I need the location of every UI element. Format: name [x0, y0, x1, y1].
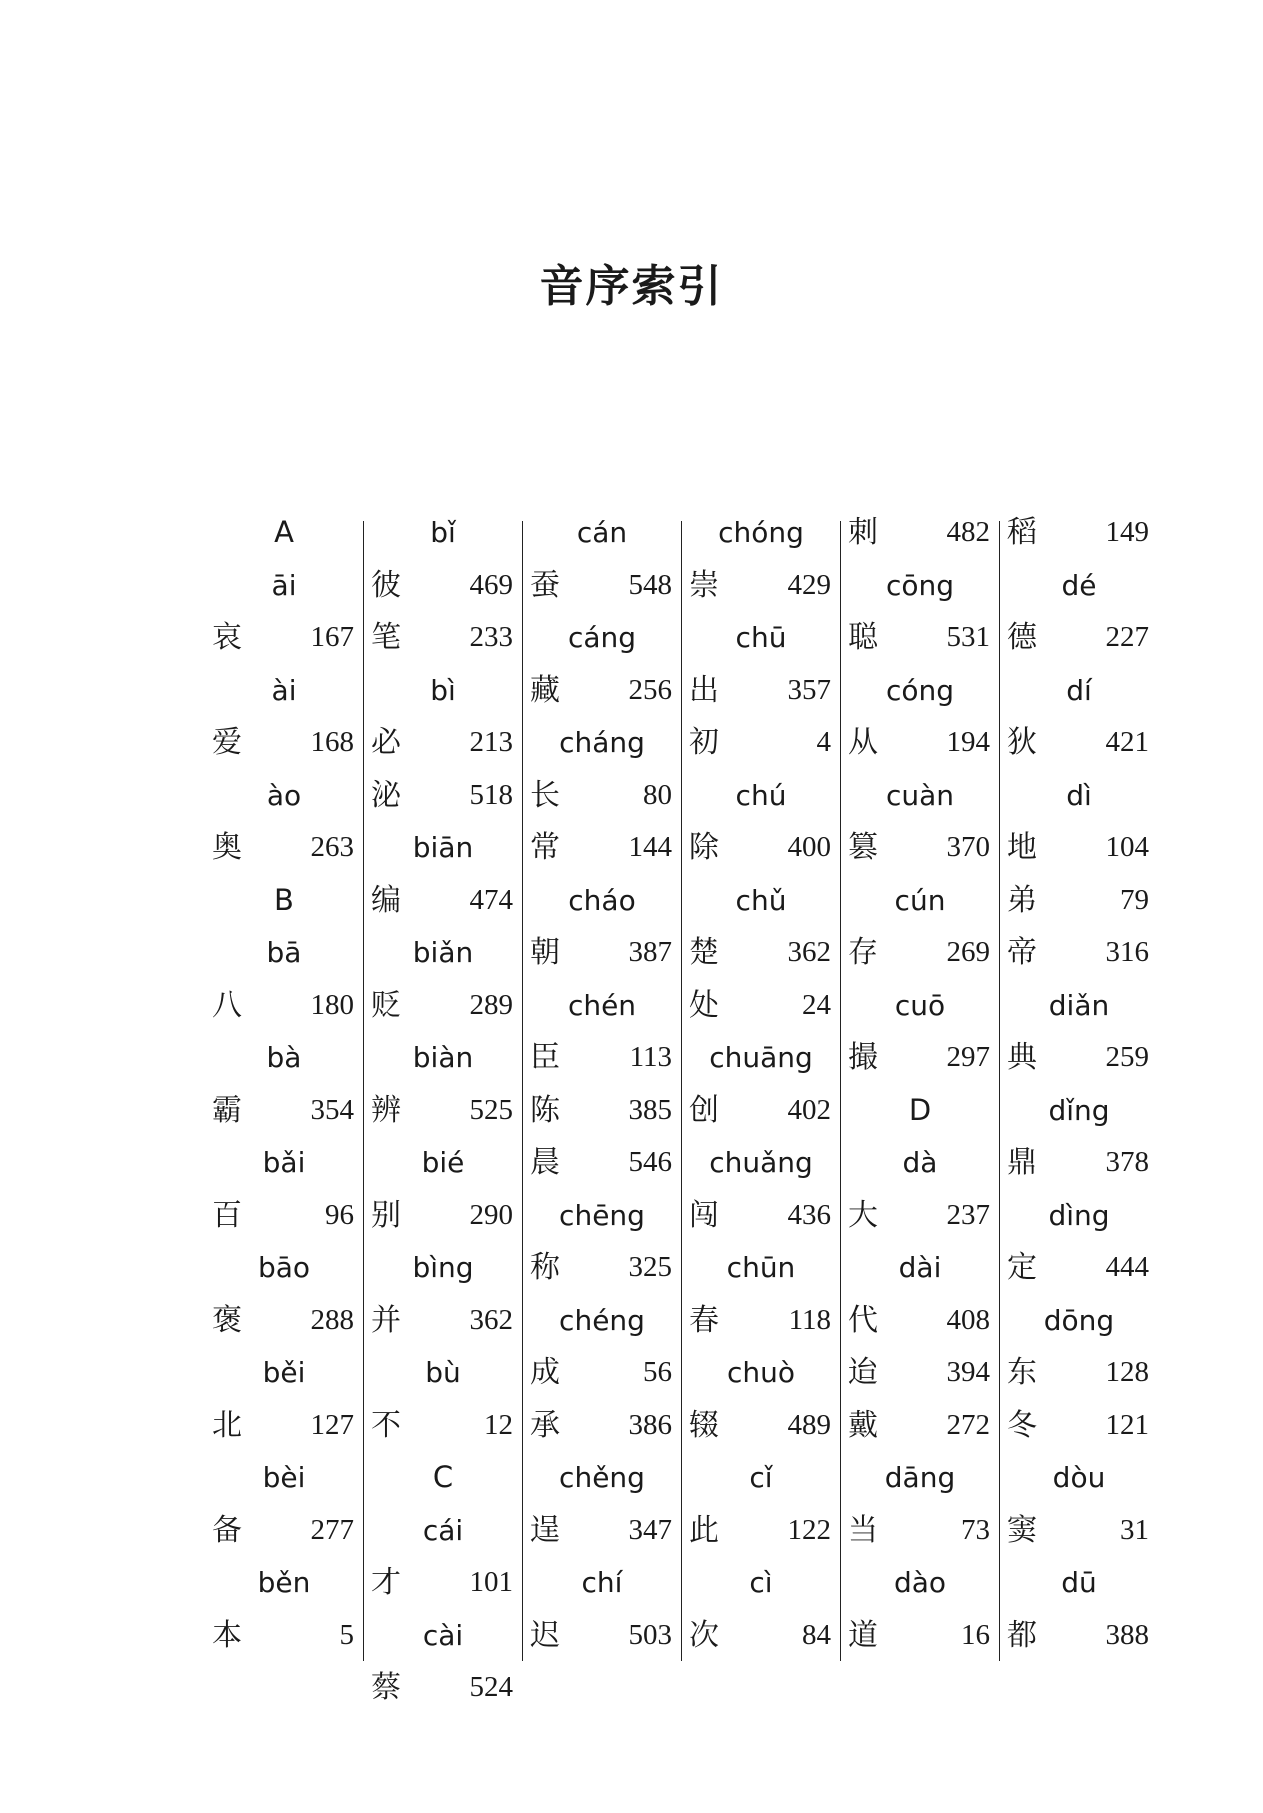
- index-entry: [1001, 506, 1157, 559]
- index-entry: [206, 821, 362, 874]
- entry-page-number: 297: [946, 1041, 990, 1073]
- entry-page-number: 402: [787, 1093, 831, 1126]
- pinyin-heading: cuō: [894, 988, 946, 1022]
- index-entry: [683, 1084, 839, 1137]
- index-entry: [842, 1504, 998, 1557]
- entry-page-number: 168: [310, 726, 354, 758]
- index-entry: [842, 1399, 998, 1452]
- index-entry: [1001, 611, 1157, 664]
- entry-character: 奥: [212, 830, 242, 865]
- index-entry: [206, 1399, 362, 1452]
- entry-page-number: 12: [484, 1408, 513, 1441]
- entry-character: 都: [1007, 1617, 1037, 1653]
- index-entry: [365, 559, 521, 612]
- index-entry: [1001, 716, 1157, 769]
- pinyin-heading: ào: [266, 778, 302, 812]
- pinyin-heading: dòu: [1052, 1461, 1106, 1494]
- entry-page-number: 101: [469, 1566, 513, 1598]
- index-entry: [365, 1189, 521, 1242]
- entry-character: 定: [1007, 1250, 1037, 1285]
- pinyin-heading: dà: [902, 1146, 938, 1179]
- index-entry: [365, 1399, 521, 1452]
- column-divider: [522, 521, 523, 1661]
- entry-page-number: 16: [961, 1618, 990, 1651]
- pinyin-heading: dǐng: [1048, 1093, 1110, 1127]
- pinyin-heading: bìng: [412, 1251, 474, 1284]
- pinyin-heading: bì: [430, 673, 456, 707]
- entry-character: 成: [530, 1355, 560, 1390]
- pinyin-heading: chuǎng: [709, 1146, 813, 1179]
- pinyin-heading: cán: [576, 516, 628, 549]
- entry-character: 逞: [530, 1512, 560, 1548]
- entry-character: 冬: [1007, 1407, 1037, 1443]
- entry-page-number: 290: [469, 1198, 513, 1231]
- pinyin-heading: chéng: [559, 1303, 645, 1337]
- index-column: [683, 516, 839, 1661]
- index-entry: [842, 506, 998, 559]
- entry-character: 八: [212, 987, 242, 1023]
- index-entry: [683, 664, 839, 717]
- pinyin-heading: chén: [567, 988, 637, 1022]
- pinyin-heading: āi: [271, 568, 297, 602]
- entry-character: 辍: [689, 1407, 719, 1443]
- index-entry: [365, 611, 521, 664]
- index-entry: [683, 821, 839, 874]
- entry-page-number: 213: [469, 726, 513, 758]
- index-entry: [524, 559, 680, 612]
- index-entry: [365, 1661, 521, 1714]
- pinyin-heading: běn: [257, 1566, 311, 1599]
- entry-character: 崇: [689, 567, 719, 603]
- index-entry: [683, 1609, 839, 1662]
- entry-character: 代: [848, 1302, 878, 1338]
- pinyin-heading: chuāng: [709, 1041, 813, 1074]
- index-entry: [842, 1189, 998, 1242]
- index-entry: [1001, 1399, 1157, 1452]
- entry-character: 创: [689, 1092, 719, 1128]
- index-entry: [842, 1609, 998, 1662]
- entry-character: 褒: [212, 1302, 242, 1338]
- entry-character: 本: [212, 1617, 242, 1653]
- pinyin-heading: chuò: [726, 1356, 796, 1389]
- entry-character: 道: [848, 1617, 878, 1653]
- index-entry: [524, 1136, 680, 1189]
- entry-character: 承: [530, 1407, 560, 1443]
- entry-page-number: 408: [946, 1303, 990, 1336]
- pinyin-heading: bù: [425, 1356, 461, 1389]
- entry-character: 当: [848, 1512, 878, 1548]
- index-entry: [524, 1399, 680, 1452]
- index-entry: [1001, 1241, 1157, 1294]
- entry-page-number: 277: [310, 1513, 354, 1546]
- entry-page-number: 400: [787, 831, 831, 863]
- entry-page-number: 378: [1105, 1146, 1149, 1178]
- entry-character: 彼: [371, 567, 401, 603]
- column-divider: [681, 521, 682, 1661]
- index-section-letter: A: [274, 515, 294, 549]
- entry-page-number: 469: [469, 568, 513, 601]
- pinyin-heading: bā: [266, 936, 302, 969]
- entry-character: 稻: [1007, 515, 1037, 550]
- entry-character: 蚕: [530, 567, 560, 603]
- pinyin-heading: dài: [898, 1251, 942, 1284]
- index-entry: [365, 716, 521, 769]
- column-divider: [999, 521, 1000, 1661]
- entry-character: 篡: [848, 830, 878, 865]
- entry-character: 笔: [371, 620, 401, 655]
- entry-page-number: 128: [1105, 1356, 1149, 1388]
- entry-page-number: 474: [469, 883, 513, 916]
- entry-character: 迟: [530, 1617, 560, 1653]
- pinyin-heading: dū: [1061, 1566, 1097, 1599]
- entry-character: 典: [1007, 1040, 1037, 1075]
- pinyin-heading: cáng: [567, 621, 637, 654]
- entry-character: 弟: [1007, 882, 1037, 918]
- index-entry: [524, 769, 680, 822]
- entry-page-number: 518: [469, 778, 513, 811]
- entry-page-number: 548: [628, 568, 672, 601]
- entry-page-number: 370: [946, 831, 990, 863]
- pinyin-heading: dōng: [1043, 1303, 1115, 1337]
- entry-character: 常: [530, 830, 560, 865]
- pinyin-heading: biān: [412, 831, 474, 864]
- index-entry: [365, 1084, 521, 1137]
- entry-page-number: 436: [787, 1198, 831, 1231]
- entry-page-number: 524: [469, 1671, 513, 1703]
- pinyin-heading: cháng: [559, 726, 645, 759]
- entry-page-number: 31: [1120, 1513, 1149, 1546]
- entry-character: 才: [371, 1565, 401, 1600]
- entry-page-number: 347: [628, 1513, 672, 1546]
- index-entry: [206, 1504, 362, 1557]
- pinyin-heading: cháo: [568, 883, 636, 917]
- entry-character: 窦: [1007, 1512, 1037, 1548]
- entry-character: 不: [371, 1407, 401, 1443]
- entry-page-number: 227: [1105, 621, 1149, 653]
- pinyin-heading: bǎi: [262, 1146, 306, 1179]
- entry-character: 鼎: [1007, 1145, 1037, 1180]
- index-entry: [365, 874, 521, 927]
- index-entry: [842, 821, 998, 874]
- pinyin-heading: cōng: [885, 568, 955, 602]
- pinyin-heading: cǐ: [749, 1461, 773, 1494]
- entry-page-number: 56: [643, 1356, 672, 1388]
- index-entry: [524, 664, 680, 717]
- entry-page-number: 121: [1105, 1408, 1149, 1441]
- index-entry: [365, 1294, 521, 1347]
- pinyin-heading: bié: [421, 1146, 465, 1179]
- index-entry: [1001, 1346, 1157, 1399]
- entry-page-number: 503: [628, 1618, 672, 1651]
- pinyin-heading: chóng: [718, 516, 804, 549]
- index-entry: [365, 1556, 521, 1609]
- entry-page-number: 149: [1105, 516, 1149, 548]
- pinyin-heading: chū: [735, 621, 787, 654]
- index-column: [206, 515, 362, 1661]
- entry-page-number: 118: [788, 1303, 831, 1336]
- entry-page-number: 388: [1105, 1618, 1149, 1651]
- entry-page-number: 5: [339, 1618, 354, 1651]
- entry-character: 北: [212, 1407, 242, 1443]
- entry-page-number: 167: [310, 621, 354, 653]
- entry-page-number: 269: [946, 936, 990, 968]
- index-entry: [524, 1504, 680, 1557]
- index-entry: [683, 926, 839, 979]
- entry-page-number: 84: [802, 1618, 831, 1651]
- entry-character: 蔡: [371, 1670, 401, 1705]
- entry-character: 辨: [371, 1092, 401, 1128]
- index-section-letter: C: [432, 1460, 454, 1494]
- pinyin-heading: dí: [1066, 673, 1092, 707]
- index-entry: [1001, 1136, 1157, 1189]
- entry-character: 必: [371, 725, 401, 760]
- entry-page-number: 444: [1105, 1251, 1149, 1283]
- entry-page-number: 79: [1120, 883, 1149, 916]
- entry-character: 别: [371, 1197, 401, 1233]
- index-section-letter: D: [908, 1092, 932, 1127]
- entry-page-number: 113: [629, 1041, 672, 1073]
- entry-page-number: 489: [787, 1408, 831, 1441]
- entry-page-number: 122: [787, 1513, 831, 1546]
- index-entry: [683, 559, 839, 612]
- entry-page-number: 127: [310, 1408, 354, 1441]
- pinyin-heading: ài: [271, 673, 297, 707]
- pinyin-heading: běi: [262, 1356, 306, 1389]
- index-entry: [524, 926, 680, 979]
- entry-page-number: 259: [1105, 1041, 1149, 1073]
- column-divider: [840, 521, 841, 1661]
- pinyin-heading: biàn: [412, 1041, 474, 1074]
- entry-page-number: 482: [946, 516, 990, 548]
- index-entry: [365, 769, 521, 822]
- index-column: [365, 516, 521, 1705]
- entry-page-number: 362: [469, 1303, 513, 1336]
- entry-character: 长: [530, 777, 560, 813]
- entry-character: 存: [848, 935, 878, 970]
- entry-character: 楚: [689, 935, 719, 970]
- entry-character: 编: [371, 882, 401, 918]
- index-entry: [1001, 1609, 1157, 1662]
- index-entry: [524, 1346, 680, 1399]
- entry-page-number: 354: [310, 1093, 354, 1126]
- pinyin-heading: dāng: [884, 1461, 956, 1494]
- entry-character: 初: [689, 725, 719, 760]
- index-entry: [683, 1504, 839, 1557]
- entry-page-number: 325: [628, 1251, 672, 1283]
- entry-page-number: 73: [961, 1513, 990, 1546]
- entry-page-number: 237: [946, 1198, 990, 1231]
- pinyin-heading: cài: [422, 1618, 464, 1652]
- entry-character: 朝: [530, 935, 560, 970]
- pinyin-heading: chú: [735, 778, 787, 812]
- pinyin-heading: cái: [422, 1513, 464, 1547]
- entry-page-number: 385: [628, 1093, 672, 1126]
- entry-character: 春: [689, 1302, 719, 1338]
- page-title: 音序索引: [539, 261, 724, 312]
- index-entry: [683, 1189, 839, 1242]
- index-entry: [842, 926, 998, 979]
- entry-character: 帝: [1007, 935, 1037, 970]
- column-divider: [363, 521, 364, 1661]
- pinyin-heading: cì: [749, 1566, 773, 1599]
- entry-character: 陈: [530, 1092, 560, 1128]
- pinyin-heading: chēng: [559, 1198, 645, 1232]
- entry-character: 闯: [689, 1197, 719, 1233]
- entry-page-number: 386: [628, 1408, 672, 1441]
- entry-character: 迨: [848, 1355, 878, 1390]
- entry-character: 贬: [371, 987, 401, 1023]
- index-column: [1001, 515, 1157, 1661]
- entry-page-number: 263: [310, 831, 354, 863]
- pinyin-heading: dào: [893, 1566, 947, 1599]
- entry-character: 地: [1007, 830, 1037, 865]
- entry-character: 哀: [212, 620, 242, 655]
- entry-character: 备: [212, 1512, 242, 1548]
- entry-page-number: 394: [946, 1356, 990, 1388]
- index-entry: [842, 1346, 998, 1399]
- index-section-letter: B: [274, 882, 294, 917]
- pinyin-heading: diǎn: [1048, 988, 1110, 1022]
- index-entry: [1001, 1031, 1157, 1084]
- pinyin-heading: dìng: [1048, 1198, 1110, 1232]
- index-entry: [683, 716, 839, 769]
- entry-character: 撮: [848, 1040, 878, 1075]
- entry-page-number: 80: [643, 778, 672, 811]
- index-entry: [524, 1084, 680, 1137]
- entry-character: 爱: [212, 725, 242, 760]
- pinyin-heading: cuàn: [885, 778, 955, 812]
- index-entry: [524, 821, 680, 874]
- pinyin-heading: cún: [894, 883, 946, 917]
- pinyin-heading: bèi: [262, 1461, 306, 1494]
- entry-page-number: 421: [1105, 726, 1149, 758]
- index-entry: [1001, 874, 1157, 927]
- entry-character: 德: [1007, 620, 1037, 655]
- pinyin-heading: bāo: [257, 1251, 311, 1284]
- index-entry: [842, 1031, 998, 1084]
- index-entry: [683, 1294, 839, 1347]
- index-column: [524, 516, 680, 1661]
- index-entry: [206, 611, 362, 664]
- entry-character: 处: [689, 987, 719, 1023]
- entry-character: 狄: [1007, 725, 1037, 760]
- pinyin-heading: dì: [1066, 778, 1092, 812]
- index-entry: [206, 1084, 362, 1137]
- index-entry: [1001, 821, 1157, 874]
- pinyin-heading: bǐ: [430, 516, 456, 549]
- pinyin-heading: chí: [581, 1566, 623, 1599]
- entry-character: 并: [371, 1302, 401, 1338]
- entry-page-number: 180: [310, 988, 354, 1021]
- index-entry: [206, 1189, 362, 1242]
- entry-page-number: 233: [469, 621, 513, 653]
- entry-page-number: 531: [946, 621, 990, 653]
- entry-character: 出: [689, 672, 719, 708]
- entry-character: 晨: [530, 1145, 560, 1180]
- pinyin-heading: bà: [266, 1041, 302, 1074]
- index-column: [842, 515, 998, 1661]
- index-entry: [206, 1294, 362, 1347]
- entry-page-number: 316: [1105, 936, 1149, 968]
- entry-page-number: 272: [946, 1408, 990, 1441]
- entry-page-number: 525: [469, 1093, 513, 1126]
- index-entry: [683, 979, 839, 1032]
- entry-character: 藏: [530, 672, 560, 708]
- entry-page-number: 288: [310, 1303, 354, 1336]
- entry-character: 臣: [530, 1040, 560, 1075]
- index-entry: [1001, 926, 1157, 979]
- entry-character: 次: [689, 1617, 719, 1653]
- entry-character: 此: [689, 1512, 719, 1548]
- pinyin-heading: chūn: [726, 1251, 796, 1284]
- index-entry: [842, 1294, 998, 1347]
- entry-page-number: 546: [628, 1146, 672, 1178]
- index-entry: [524, 1609, 680, 1662]
- entry-page-number: 144: [628, 831, 672, 863]
- pinyin-heading: biǎn: [412, 936, 474, 969]
- entry-page-number: 362: [787, 936, 831, 968]
- entry-character: 称: [530, 1250, 560, 1285]
- entry-character: 除: [689, 830, 719, 865]
- entry-character: 聪: [848, 620, 878, 655]
- pinyin-heading: chǔ: [735, 883, 787, 917]
- entry-character: 泌: [371, 777, 401, 813]
- entry-page-number: 357: [787, 673, 831, 706]
- entry-page-number: 4: [816, 726, 831, 758]
- pinyin-heading: chěng: [559, 1461, 645, 1494]
- index-entry: [1001, 1504, 1157, 1557]
- entry-character: 从: [848, 725, 878, 760]
- entry-page-number: 289: [469, 988, 513, 1021]
- entry-page-number: 96: [325, 1198, 354, 1231]
- index-entry: [206, 716, 362, 769]
- index-entry: [206, 979, 362, 1032]
- entry-character: 刺: [848, 515, 878, 550]
- index-entry: [524, 1241, 680, 1294]
- index-entry: [683, 1399, 839, 1452]
- index-entry: [524, 1031, 680, 1084]
- pinyin-heading: dé: [1061, 568, 1097, 602]
- entry-page-number: 104: [1105, 831, 1149, 863]
- entry-character: 霸: [212, 1092, 242, 1128]
- entry-page-number: 24: [802, 988, 831, 1021]
- entry-page-number: 387: [628, 936, 672, 968]
- entry-character: 百: [212, 1197, 242, 1233]
- index-entry: [206, 1609, 362, 1662]
- index-entry: [842, 716, 998, 769]
- entry-character: 大: [848, 1197, 878, 1233]
- entry-page-number: 194: [946, 726, 990, 758]
- entry-character: 东: [1007, 1355, 1037, 1390]
- entry-page-number: 429: [787, 568, 831, 601]
- pinyin-heading: cóng: [885, 673, 955, 707]
- entry-page-number: 256: [628, 673, 672, 706]
- index-entry: [365, 979, 521, 1032]
- index-entry: [842, 611, 998, 664]
- entry-character: 戴: [848, 1407, 878, 1443]
